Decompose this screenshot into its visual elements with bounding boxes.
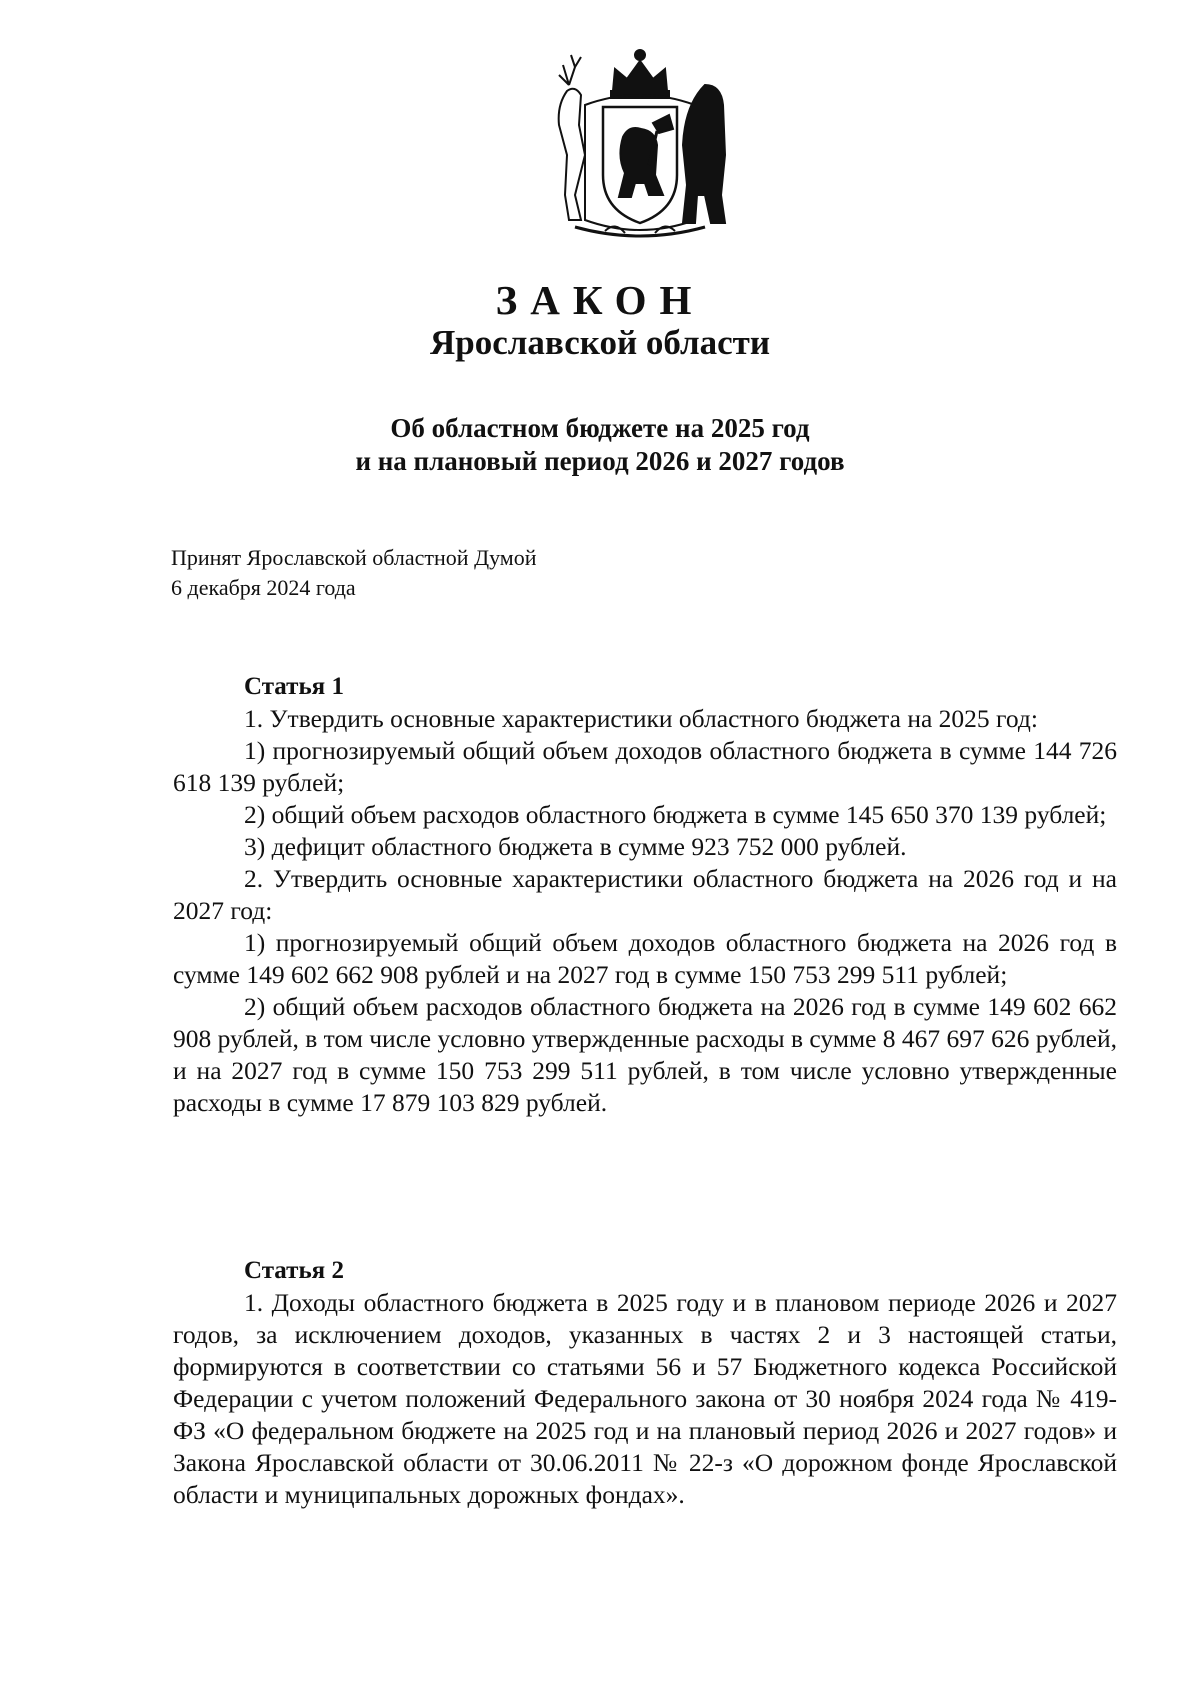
law-title [0, 412, 1200, 478]
article-paragraph: 1. Утвердить основные характеристики областного бюджета на 2025 год: [244, 704, 1038, 733]
article-paragraph: 2. Утвердить основные характеристики областного бюджета на 2026 год и на 2027 год: [173, 864, 1117, 925]
article-paragraph: 3) дефицит областного бюджета в сумме 923 752 000 рублей. [244, 832, 907, 861]
article-heading: Статья 1 [244, 673, 344, 700]
adoption-date: 6 декабря 2024 года [171, 575, 356, 600]
article-1 [173, 670, 1117, 1119]
article-paragraph: 1) прогнозируемый общий объем доходов областного бюджета на 2026 год в сумме 149 602 662 908 рублей и на 2027 год в сумме 150 753 299 511 рублей; [173, 928, 1117, 989]
region-name: Ярославской области [429, 323, 771, 362]
coat-of-arms-icon [545, 45, 735, 245]
document-type: ЗАКОН [495, 277, 705, 323]
adoption-body: Принят Ярославской областной Думой [171, 545, 537, 570]
law-title-line-2: и на плановый период 2026 и 2027 годов [355, 446, 845, 476]
article-heading: Статья 2 [244, 1257, 344, 1284]
law-title-line-1: Об областном бюджете на 2025 год [390, 413, 810, 443]
article-paragraph: 1) прогнозируемый общий объем доходов областного бюджета в сумме 144 726 618 139 рублей; [173, 736, 1117, 797]
article-paragraph: 2) общий объем расходов областного бюджета на 2026 год в сумме 149 602 662 908 рублей, в том числе условно утвержденные расходы в сумме 8 467 697 626 рублей, и на 2027 год в сумме 150 753 299 511 рублей, в том числе условно утвержденные расходы в сумме 17 879 103 829 рублей. [173, 992, 1118, 1117]
article-paragraph: 2) общий объем расходов областного бюджета в сумме 145 650 370 139 рублей; [244, 800, 1107, 829]
adoption-note [171, 543, 537, 603]
article-2 [173, 1254, 1117, 1511]
article-paragraph: 1. Доходы областного бюджета в 2025 году и в плановом периоде 2026 и 2027 годов, за исключением доходов, указанных в частях 2 и 3 настоящей статьи, формируются в соответствии со статьями 56 и 57 Бюджетного кодекса Российской Федерации с учетом положений Федерального закона от 30 ноября 2024 года № 419-ФЗ «О федеральном бюджете на 2025 год и на плановый период 2026 и 2027 годов» и Закона Ярославской области от 30.06.2011 № 22-з «О дорожном фонде Ярославской области и муниципальных дорожных фондах». [173, 1288, 1117, 1509]
